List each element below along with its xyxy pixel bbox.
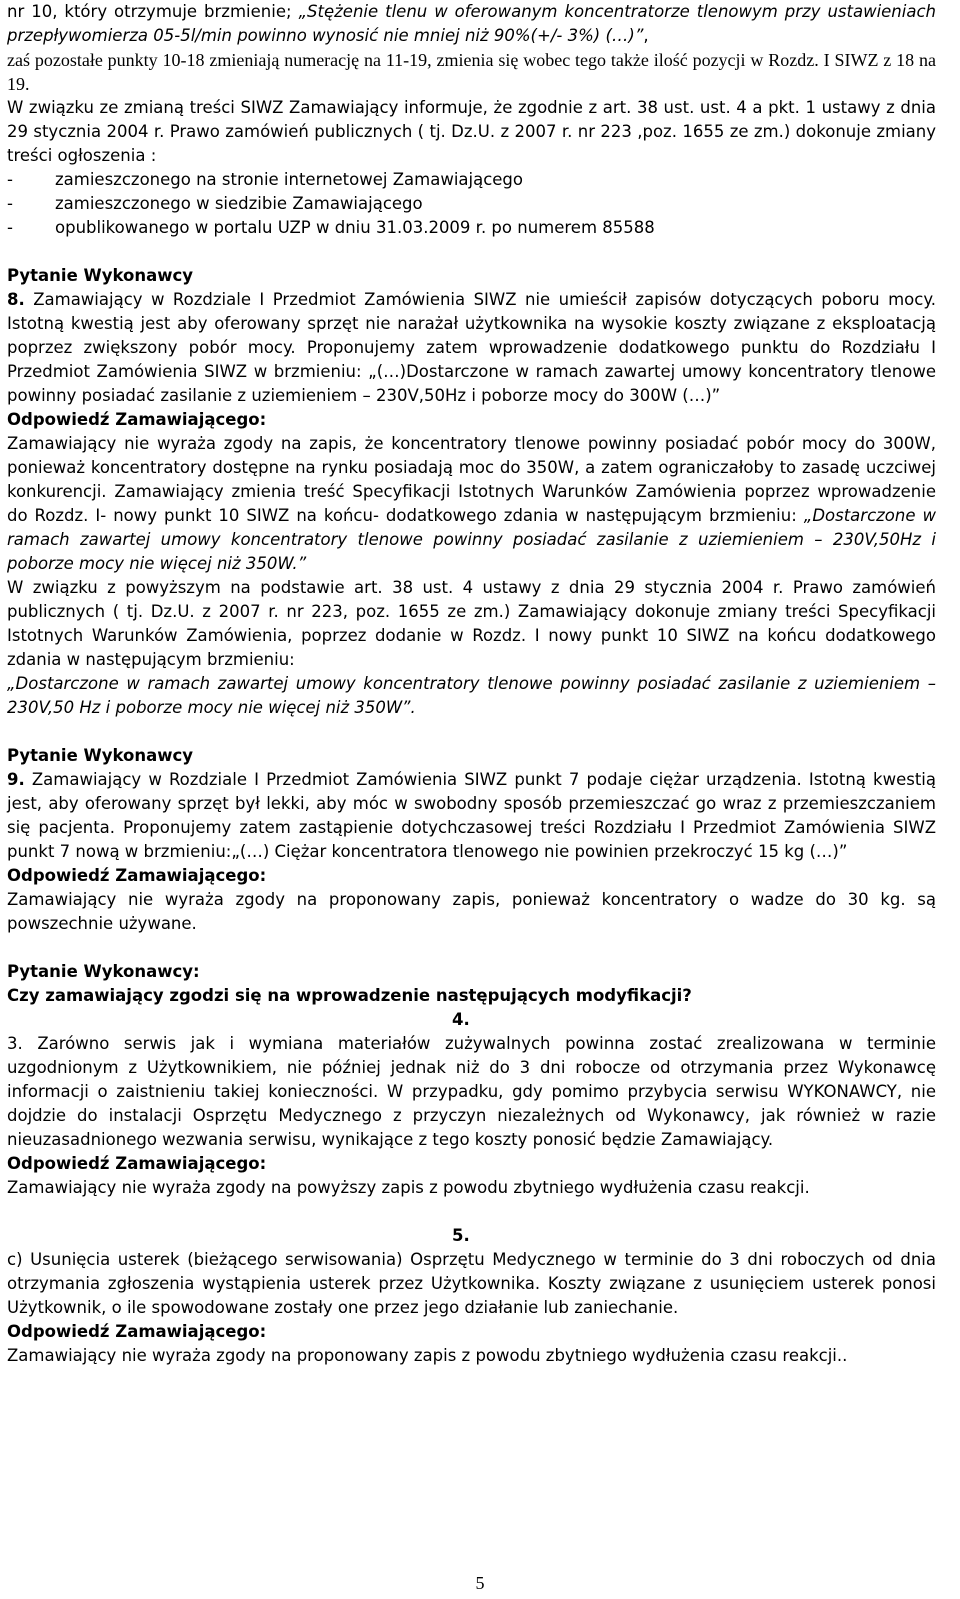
intro-paragraph-3: W związku ze zmianą treści SIWZ Zamawiający informuje, że zgodnie z art. 38 ust. ust. 4 a pkt. 1 ustawy z dnia 29 stycznia 2004 r. Prawo zamówień publicznych ( tj. Dz.U. z 2007 r. nr 223 ,poz. 1655 ze zm.) dokonuje zmiany treści ogłoszenia : bbox=[7, 98, 936, 165]
bullet-dash: - bbox=[7, 170, 13, 189]
bullet-text: zamieszczonego w siedzibie Zamawiającego bbox=[55, 194, 423, 213]
question-10-heading: Pytanie Wykonawcy: bbox=[7, 962, 200, 981]
answer-8-paragraph-1 bbox=[7, 432, 936, 576]
spacer bbox=[7, 720, 936, 744]
question-9-heading: Pytanie Wykonawcy bbox=[7, 746, 193, 765]
answer-10a-text: Zamawiający nie wyraża zgody na powyższy zapis z powodu zbytniego wydłużenia czasu reakcji. bbox=[7, 1178, 810, 1197]
question-9-number: 9. bbox=[7, 770, 25, 789]
question-8-number: 8. bbox=[7, 290, 25, 309]
document-body bbox=[7, 0, 936, 1368]
bullet-dash: - bbox=[7, 194, 13, 213]
question-10-text: Czy zamawiający zgodzi się na wprowadzenie następujących modyfikacji? bbox=[7, 986, 692, 1005]
question-9-body: Zamawiający w Rozdziale I Przedmiot Zamówienia SIWZ punkt 7 podaje ciężar urządzenia. Istotną kwestią jest, aby oferowany sprzęt był lekki, aby móc w swobodny sposób przemieszczać go wraz z przemieszczaniem się pacjenta. Proponujemy zatem zastąpienie dotychczasowej treści Rozdziału I Przedmiot Zamówienia SIWZ punkt 7 nową w brzmieniu:„(…) Ciężar koncentratora tlenowego nie powinien przekroczyć 15 kg (…)” bbox=[7, 770, 936, 861]
section-number-5: 5. bbox=[452, 1226, 470, 1245]
answer-9-heading: Odpowiedź Zamawiającego: bbox=[7, 866, 267, 885]
intro-bullet-3 bbox=[7, 216, 936, 240]
page-number: 5 bbox=[475, 1573, 485, 1593]
answer-8-heading: Odpowiedź Zamawiającego: bbox=[7, 410, 267, 429]
spacer bbox=[7, 240, 936, 264]
bullet-dash: - bbox=[7, 218, 13, 237]
bullet-text: zamieszczonego na stronie internetowej Zamawiającego bbox=[55, 170, 524, 189]
question-8-text bbox=[7, 288, 936, 408]
intro-bullet-2 bbox=[7, 192, 936, 216]
intro-quote: „Stężenie tlenu w oferowanym koncentratorze tlenowym przy ustawieniach przepływomierza 05-5l/min powinno wynosić nie mniej niż 90%(+/- 3%) (…)” bbox=[7, 2, 936, 45]
intro-paragraph-1 bbox=[7, 0, 936, 48]
clause-3-text: 3. Zarówno serwis jak i wymiana materiałów zużywalnych powinna zostać zrealizowana w terminie uzgodnionym z Użytkownikiem, nie później jednak niż do 3 dni robocze od otrzymania przez Wykonawcę informacji o zaistnieniu takiej konieczności. W przypadku, gdy pomimo przybycia serwisu WYKONAWCY, nie dojdzie do instalacji Osprzętu Medycznego z przyczyn niezależnych od Wykonawcy, jak również w razie nieuzasadnionego wezwania serwisu, wynikające z tego koszty ponosić będzie Zamawiający. bbox=[7, 1034, 936, 1149]
answer-9-text: Zamawiający nie wyraża zgody na proponowany zapis, ponieważ koncentratory o wadze do 30 kg. są powszechnie używane. bbox=[7, 890, 936, 933]
answer-8-quote: „Dostarczone w ramach zawartej umowy koncentratory tlenowe powinny posiadać zasilanie z uziemieniem – 230V,50Hz i poborze mocy nie więcej niż 350W.” bbox=[7, 506, 936, 573]
section-number-4: 4. bbox=[452, 1010, 470, 1029]
question-8-heading: Pytanie Wykonawcy bbox=[7, 266, 193, 285]
question-9-text bbox=[7, 768, 936, 864]
answer-10b-heading: Odpowiedź Zamawiającego: bbox=[7, 1322, 267, 1341]
spacer bbox=[7, 936, 936, 960]
intro-comma: , bbox=[643, 26, 649, 45]
answer-10a-heading: Odpowiedź Zamawiającego: bbox=[7, 1154, 267, 1173]
answer-10b-text: Zamawiający nie wyraża zgody na proponowany zapis z powodu zbytniego wydłużenia czasu reakcji.. bbox=[7, 1346, 848, 1365]
bullet-text: opublikowanego w portalu UZP w dniu 31.03.2009 r. po numerem 85588 bbox=[55, 218, 655, 237]
answer-8-text: Zamawiający nie wyraża zgody na zapis, że koncentratory tlenowe powinny posiadać pobór mocy do 300W, ponieważ koncentratory dostępne na rynku posiadają moc do 350W, a zatem ograniczałoby to zasadę uczciwej konkurencji. Zamawiający zmienia treść Specyfikacji Istotnych Warunków Zamówienia poprzez wprowadzenie do Rozdz. I- nowy punkt 10 SIWZ na końcu- dodatkowego zdania w następującym brzmieniu: bbox=[7, 434, 936, 525]
intro-bullet-1 bbox=[7, 168, 936, 192]
answer-8-paragraph-2: W związku z powyższym na podstawie art. 38 ust. 4 ustawy z dnia 29 stycznia 2004 r. Prawo zamówień publicznych ( tj. Dz.U. z 2007 r. nr 223, poz. 1655 ze zm.) Zamawiający dokonuje zmiany treści Specyfikacji Istotnych Warunków Zamówienia, poprzez dodanie w Rozdz. I nowy punkt 10 SIWZ na końcu dodatkowego zdania w następującym brzmieniu: bbox=[7, 578, 936, 669]
intro-text: nr 10, który otrzymuje brzmienie; bbox=[7, 2, 299, 21]
answer-8-quote-2: „Dostarczone w ramach zawartej umowy koncentratory tlenowe powinny posiadać zasilanie z uziemieniem – 230V,50 Hz i poborze mocy nie więcej niż 350W”. bbox=[7, 674, 936, 717]
intro-paragraph-2: zaś pozostałe punkty 10-18 zmieniają numerację na 11-19, zmienia się wobec tego także ilość pozycji w Rozdz. I SIWZ z 18 na 19. bbox=[7, 50, 936, 94]
clause-c-text: c) Usunięcia usterek (bieżącego serwisowania) Osprzętu Medycznego w terminie do 3 dni roboczych od dnia otrzymania zgłoszenia wystąpienia usterek przez Użytkownika. Koszty związane z usunięciem usterek ponosi Użytkownik, o ile spowodowane zostały one przez jego działanie lub zaniechanie. bbox=[7, 1250, 936, 1317]
spacer bbox=[7, 1200, 936, 1224]
question-8-body: Zamawiający w Rozdziale I Przedmiot Zamówienia SIWZ nie umieścił zapisów dotyczących poboru mocy. Istotną kwestią jest aby oferowany sprzęt nie narażał użytkownika na wysokie koszty związane z eksploatacją poprzez zwiększony pobór mocy. Proponujemy zatem wprowadzenie dodatkowego punktu do Rozdziału I Przedmiot Zamówienia SIWZ w brzmieniu: „(…)Dostarczone w ramach zawartej umowy koncentratory tlenowe powinny posiadać zasilanie z uziemieniem – 230V,50Hz i poborze mocy do 300W (…)” bbox=[7, 290, 936, 405]
